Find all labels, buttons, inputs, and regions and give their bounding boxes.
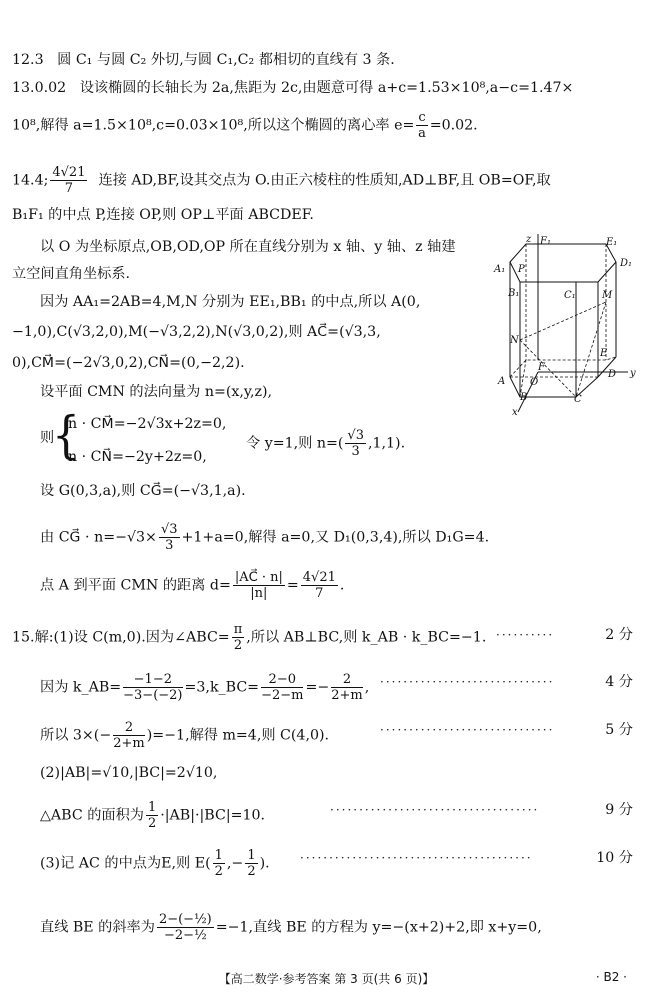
q15-l6-f2-num: 1 [247, 848, 256, 863]
q15-l2-f1-num: −1−2 [123, 672, 182, 688]
q14-sys-frac-num: √3 [347, 428, 364, 443]
label-C: C [574, 394, 582, 405]
q14-line-10 [40, 522, 489, 553]
q15-l2-fraction-1 [123, 672, 182, 703]
q14-distance-fraction [233, 570, 285, 601]
label-y: y [630, 368, 636, 379]
label-B: B [520, 392, 528, 403]
q14-dist-frac-den: |n| [250, 586, 268, 601]
label-N: N [510, 335, 519, 346]
q15-l2d: , [364, 679, 370, 696]
q15-l5b: ·|AB|·|BC|=10. [160, 807, 266, 824]
q14-line-9: 设 G(0,3,a),则 CG⃗=(−√3,1,a). [40, 483, 246, 499]
q15-l7-frac-den: −2−½ [164, 928, 207, 943]
q15-l6c: ). [259, 855, 270, 872]
q13-line-1 [12, 78, 573, 98]
q14-system-eq-2: n · CN⃗=−2y+2z=0, [68, 449, 207, 465]
hexagonal-prism-figure [488, 232, 648, 422]
q15-line-4: (2)|AB|=√10,|BC|=2√10, [40, 765, 218, 781]
left-brace-icon: { [52, 406, 80, 465]
q15-l6b: ,− [226, 855, 244, 872]
label-D: D [608, 369, 617, 380]
label-x: x [512, 407, 518, 418]
q15-l2-leader: ······························ [380, 675, 555, 689]
q14-l10-frac-num: √3 [160, 522, 178, 537]
q14-line-10b: +1+a=0,解得 a=0,又 D₁(0,3,4),所以 D₁G=4. [181, 529, 490, 546]
q15-l5a: △ABC 的面积为 [40, 807, 144, 824]
q15-l3-fraction [113, 720, 145, 751]
q14-dist-frac-num: |AC⃗ · n| [234, 570, 283, 585]
q15-l6-fraction-1 [213, 848, 225, 879]
q15-l2b: =3,k_BC= [184, 679, 260, 696]
q14-system-eq-1: n · CM⃗=−2√3x+2z=0, [68, 416, 227, 432]
label-M: M [602, 290, 613, 301]
q15-score-3: 5 分 [605, 722, 633, 738]
q15-score-4: 9 分 [605, 802, 633, 818]
q14-line-2: B₁F₁ 的中点 P,连接 OP,则 OP⊥平面 ABCDEF. [12, 207, 314, 223]
q15-line-1 [12, 622, 486, 653]
q14-line-6: −1,0),C(√3,2,0),M(−√3,2,2),N(√3,0,2),则 AC⃗=(√3,3, [12, 324, 381, 340]
line-NM [520, 302, 606, 340]
label-E1: E₁ [606, 237, 618, 248]
label-C1: C₁ [564, 290, 576, 301]
q15-l1-frac-num: π [233, 622, 243, 637]
q15-l6-f1-den: 2 [214, 864, 223, 879]
q15-l6-fraction-2 [245, 848, 257, 879]
q15-l1a: 15.解:(1)设 C(m,0).因为∠ABC= [12, 629, 230, 646]
q15-l2c: =− [305, 679, 330, 696]
q13-text-1: 设该椭圆的长轴长为 2a,焦距为 2c,由题意可得 a+c=1.53×10⁸,a−c=1.47× [79, 80, 574, 96]
q14-line-11 [40, 570, 344, 601]
q14-line-11-eq: = [286, 577, 299, 594]
q15-line-6 [40, 848, 270, 879]
label-F1: F₁ [540, 236, 551, 247]
q15-l2a: 因为 k_AB= [40, 679, 122, 696]
q14-ans-den: 7 [64, 181, 74, 196]
line-NC [520, 340, 576, 397]
label-A1: A₁ [494, 264, 506, 275]
q14-sys-result-b: ,1,1). [367, 435, 406, 452]
q15-l1b: ,所以 AB⊥BC,则 k_AB · k_BC=−1. [246, 629, 487, 646]
q15-l3b: )=−1,解得 m=4,则 C(4,0). [146, 727, 330, 744]
label-E: E [600, 348, 608, 359]
q14-line-1 [12, 165, 551, 196]
q15-l2-f1-den: −3−(−2) [123, 688, 183, 703]
q15-l1-frac-den: 2 [233, 638, 243, 653]
q15-l1-leader: ·········· [496, 628, 555, 642]
q15-l5-leader: ···································· [330, 803, 540, 817]
q15-l6a: (3)记 AC 的中点为E,则 E( [40, 855, 211, 872]
q12-number: 12.3 [12, 52, 44, 68]
q15-line-7 [40, 912, 542, 943]
label-O: O [530, 377, 539, 388]
page-id: · B2 · [595, 970, 627, 984]
q15-l3-frac-num: 2 [113, 720, 145, 736]
q15-l6-f2-den: 2 [247, 864, 256, 879]
q15-l6-leader: ········································ [300, 851, 533, 865]
q15-l7a: 直线 BE 的斜率为 [40, 919, 155, 936]
q15-line-3 [40, 720, 329, 751]
q15-score-2: 4 分 [605, 674, 633, 690]
label-F: F [538, 362, 545, 373]
label-D1: D₁ [620, 258, 633, 269]
q15-l7-frac-num: 2−(−½) [158, 912, 212, 927]
q14-system-result [246, 428, 405, 459]
q14-system-label: 则 [40, 430, 55, 446]
q12-line [12, 50, 395, 70]
q15-score-5: 10 分 [596, 850, 633, 866]
q14-line-11a: 点 A 到平面 CMN 的距离 d= [40, 577, 231, 594]
q15-line-5 [40, 800, 265, 831]
q13-number: 13.0.02 [12, 80, 67, 96]
q14-line-10a: 由 CG⃗ · n=−√3× [40, 529, 157, 546]
q15-l2-f2-den: −2−m [261, 688, 304, 703]
q14-line-10-fraction [159, 522, 180, 553]
q15-l2-fraction-2 [261, 672, 303, 703]
q13-frac-den: a [418, 126, 426, 141]
q13-line-2 [12, 110, 478, 141]
q15-l1-fraction [232, 622, 245, 653]
q15-l2-f2-num: 2−0 [261, 672, 303, 688]
label-B1: B₁ [508, 288, 520, 299]
q15-l5-frac-num: 1 [147, 800, 157, 815]
q14-line-5: 因为 AA₁=2AB=4,M,N 分别为 EE₁,BB₁ 的中点,所以 A(0, [40, 294, 421, 310]
q15-l6-f1-num: 1 [214, 848, 223, 863]
q15-l2-fraction-3 [331, 672, 363, 703]
label-A: A [498, 376, 506, 387]
label-P: P [518, 264, 525, 275]
q15-l3-frac-den: 2+m [113, 736, 145, 751]
q13-text-2b: =0.02. [429, 117, 478, 134]
q15-l7-fraction [157, 912, 214, 943]
q14-line-11-end: . [339, 577, 345, 594]
q15-l3-leader: ······························ [380, 723, 555, 737]
label-z: z [526, 234, 532, 245]
q15-l5-frac-den: 2 [147, 816, 157, 831]
q14-sys-result-a: 令 y=1,则 n=( [246, 435, 344, 452]
q13-frac-num: c [418, 110, 426, 125]
q14-line-3: 以 O 为坐标原点,OB,OD,OP 所在直线分别为 x 轴、y 轴、z 轴建 [40, 239, 456, 255]
q14-result-fraction [301, 570, 338, 601]
q15-l7b: =−1,直线 BE 的方程为 y=−(x+2)+2,即 x+y=0, [215, 919, 542, 936]
q13-text-2a: 10⁸,解得 a=1.5×10⁸,c=0.03×10⁸,所以这个椭圆的离心率 e= [12, 117, 415, 134]
q14-number: 14.4; [12, 172, 49, 189]
q14-line-8: 设平面 CMN 的法向量为 n=(x,y,z), [40, 384, 273, 400]
q15-l2-f3-den: 2+m [331, 688, 363, 703]
q14-sys-frac-den: 3 [351, 444, 360, 459]
q13-fraction [416, 110, 427, 141]
q14-l10-frac-den: 3 [165, 538, 174, 553]
q15-l2-f3-num: 2 [331, 672, 363, 688]
q14-ans-num: 4√21 [52, 165, 86, 180]
q14-text-1: 连接 AD,BF,设其交点为 O.由正六棱柱的性质知,AD⊥BF,且 OB=OF,取 [98, 172, 551, 189]
q14-result-den: 7 [315, 586, 324, 601]
q15-line-2 [40, 672, 369, 703]
q15-l5-fraction [146, 800, 158, 831]
q15-score-1: 2 分 [605, 627, 633, 643]
q14-result-num: 4√21 [302, 570, 336, 585]
q15-l3a: 所以 3×(− [40, 727, 112, 744]
q14-answer-fraction [50, 165, 87, 196]
page-footer: 【高二数学·参考答案 第 3 页(共 6 页)】 [218, 972, 435, 986]
q14-line-4: 立空间直角坐标系. [12, 266, 131, 282]
q12-text: 圆 C₁ 与圆 C₂ 外切,与圆 C₁,C₂ 都相切的直线有 3 条. [57, 52, 395, 68]
q14-line-7: 0),CM⃗=(−2√3,0,2),CN⃗=(0,−2,2). [12, 355, 245, 371]
q14-sys-fraction [345, 428, 366, 459]
